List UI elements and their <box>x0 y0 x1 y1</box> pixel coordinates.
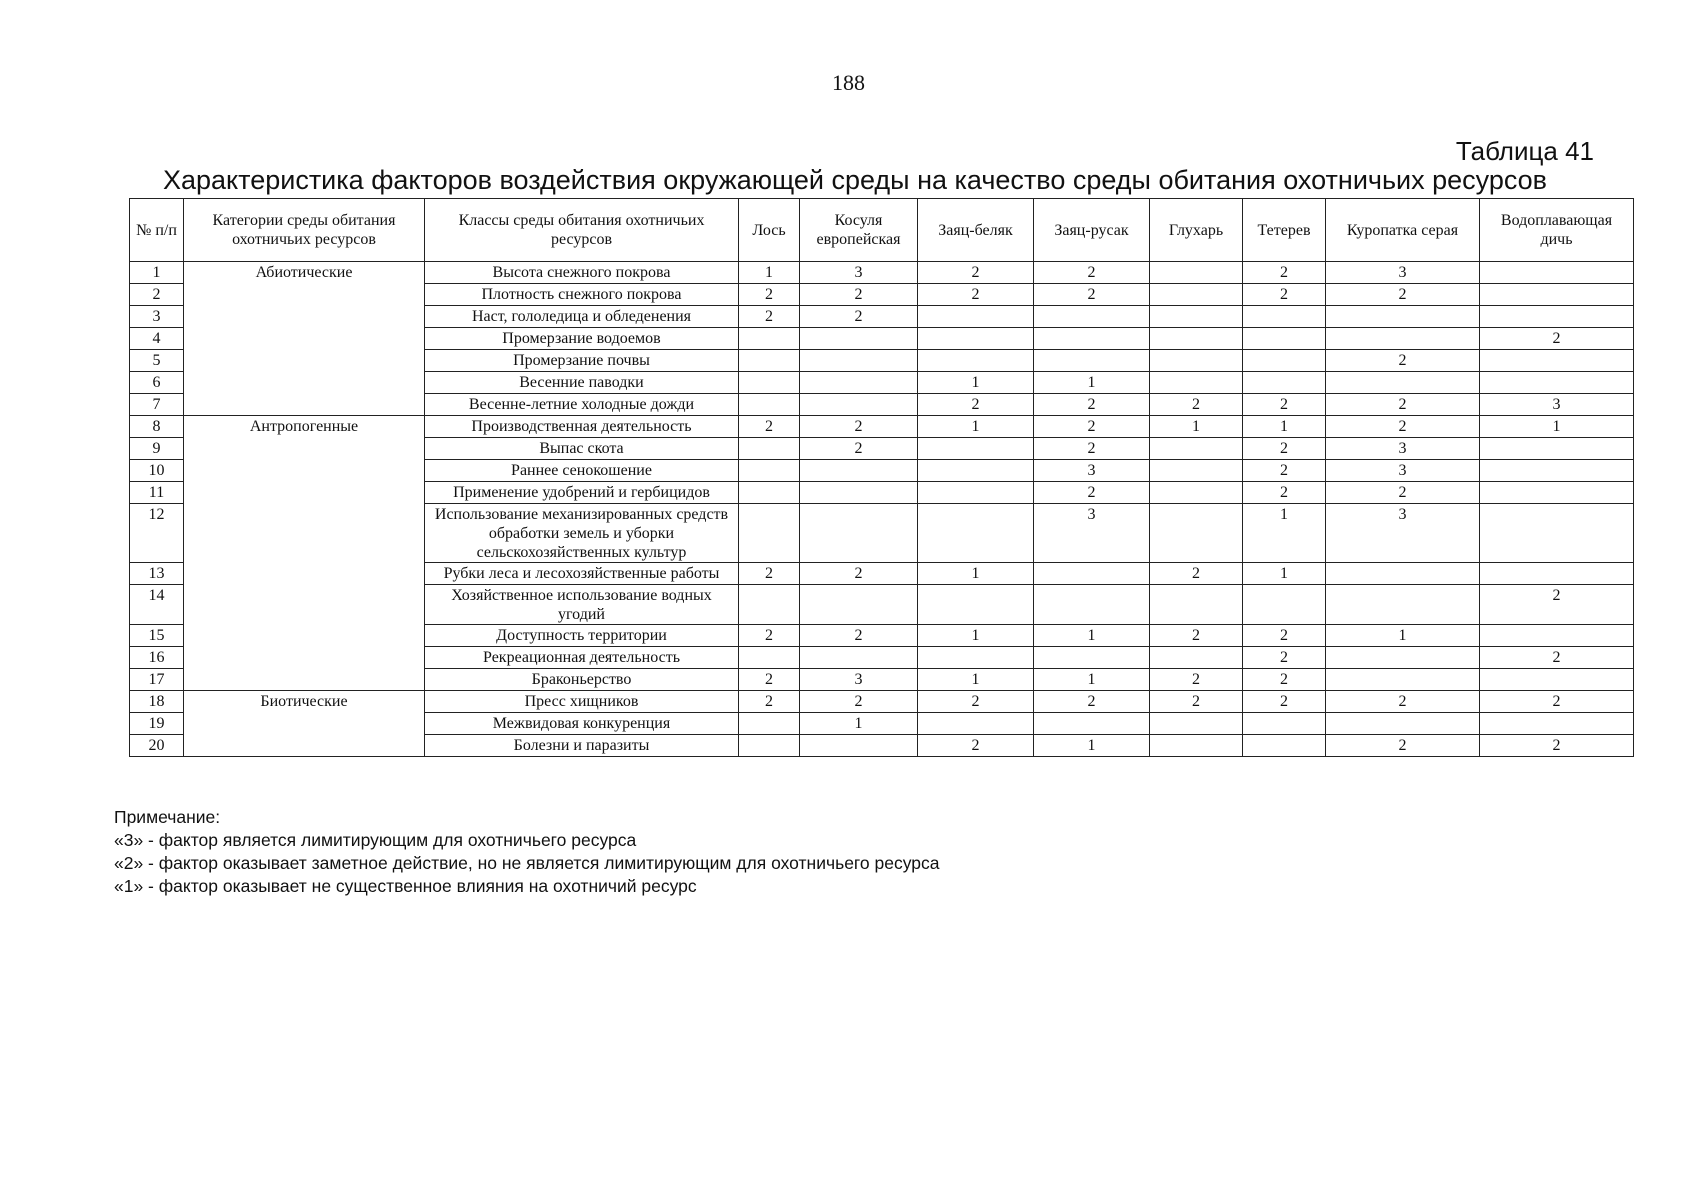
rating-cell <box>918 482 1034 504</box>
rating-cell: 2 <box>1480 735 1634 757</box>
rating-cell: 2 <box>800 284 918 306</box>
rating-cell <box>918 306 1034 328</box>
row-category <box>184 735 425 757</box>
rating-cell <box>1150 306 1243 328</box>
table-row <box>130 262 1634 284</box>
col-header-grey-partridge: Куропатка серая <box>1326 199 1480 262</box>
rating-cell <box>1480 350 1634 372</box>
rating-cell: 3 <box>800 669 918 691</box>
table-row <box>130 460 1634 482</box>
rating-cell: 2 <box>918 691 1034 713</box>
rating-cell: 2 <box>918 394 1034 416</box>
rating-cell <box>1150 460 1243 482</box>
row-number: 15 <box>130 625 184 647</box>
rating-cell: 2 <box>739 416 800 438</box>
note-item: «3» - фактор является лимитирующим для охотничьего ресурса <box>114 830 637 850</box>
rating-cell: 1 <box>1034 735 1150 757</box>
rating-cell <box>739 735 800 757</box>
row-class: Пресс хищников <box>425 691 739 713</box>
row-class: Доступность территории <box>425 625 739 647</box>
rating-cell: 2 <box>1480 585 1634 625</box>
row-category <box>184 713 425 735</box>
rating-cell: 2 <box>1150 625 1243 647</box>
rating-cell <box>800 460 918 482</box>
rating-cell <box>800 735 918 757</box>
rating-cell: 2 <box>1150 691 1243 713</box>
rating-cell: 2 <box>800 691 918 713</box>
rating-cell: 3 <box>1326 438 1480 460</box>
rating-cell <box>1150 713 1243 735</box>
rating-cell: 1 <box>800 713 918 735</box>
row-number: 20 <box>130 735 184 757</box>
rating-cell: 3 <box>1326 504 1480 563</box>
rating-cell <box>1150 504 1243 563</box>
rating-cell: 1 <box>918 372 1034 394</box>
table-row <box>130 372 1634 394</box>
row-category <box>184 563 425 585</box>
rating-cell: 2 <box>918 284 1034 306</box>
row-number: 8 <box>130 416 184 438</box>
rating-cell <box>739 372 800 394</box>
rating-cell: 2 <box>1326 394 1480 416</box>
col-header-elk: Лось <box>739 199 800 262</box>
row-category <box>184 647 425 669</box>
rating-cell: 2 <box>1326 416 1480 438</box>
row-class: Промерзание водоемов <box>425 328 739 350</box>
row-category <box>184 284 425 306</box>
table-label: Таблица 41 <box>1455 136 1594 166</box>
rating-cell: 1 <box>739 262 800 284</box>
rating-cell: 2 <box>1034 262 1150 284</box>
rating-cell <box>1480 306 1634 328</box>
rating-cell <box>1480 504 1634 563</box>
rating-cell: 1 <box>1326 625 1480 647</box>
rating-cell: 2 <box>739 306 800 328</box>
row-class: Высота снежного покрова <box>425 262 739 284</box>
table-body <box>130 262 1634 757</box>
rating-cell <box>1150 284 1243 306</box>
table-row <box>130 328 1634 350</box>
rating-cell: 2 <box>1034 482 1150 504</box>
rating-cell: 3 <box>800 262 918 284</box>
row-category <box>184 328 425 350</box>
rating-cell <box>739 647 800 669</box>
row-category <box>184 460 425 482</box>
rating-cell <box>800 372 918 394</box>
row-category: Антропогенные <box>184 416 425 438</box>
rating-cell <box>800 328 918 350</box>
rating-cell: 2 <box>1243 262 1326 284</box>
rating-cell <box>1243 372 1326 394</box>
row-number: 11 <box>130 482 184 504</box>
rating-cell <box>1480 438 1634 460</box>
col-header-category: Категории среды обитания охотничьих ресурсов <box>184 199 425 262</box>
rating-cell: 1 <box>918 625 1034 647</box>
rating-cell: 2 <box>1034 394 1150 416</box>
rating-cell <box>918 504 1034 563</box>
rating-cell <box>1326 372 1480 394</box>
row-number: 3 <box>130 306 184 328</box>
rating-cell: 3 <box>1480 394 1634 416</box>
rating-cell <box>1480 563 1634 585</box>
rating-cell <box>1326 306 1480 328</box>
row-category <box>184 350 425 372</box>
rating-cell <box>918 350 1034 372</box>
rating-cell <box>1243 735 1326 757</box>
col-header-black-grouse: Тетерев <box>1243 199 1326 262</box>
rating-cell <box>800 647 918 669</box>
rating-cell <box>1243 350 1326 372</box>
row-class: Рекреационная деятельность <box>425 647 739 669</box>
notes <box>114 806 940 898</box>
rating-cell: 2 <box>800 416 918 438</box>
rating-cell <box>918 713 1034 735</box>
rating-cell: 3 <box>1326 460 1480 482</box>
note-item: «1» - фактор оказывает не существенное влияния на охотничий ресурс <box>114 876 697 896</box>
row-category: Биотические <box>184 691 425 713</box>
row-number: 10 <box>130 460 184 482</box>
rating-cell <box>739 482 800 504</box>
row-class: Рубки леса и лесохозяйственные работы <box>425 563 739 585</box>
rating-cell: 2 <box>800 625 918 647</box>
row-class: Весенне-летние холодные дожди <box>425 394 739 416</box>
rating-cell <box>1326 669 1480 691</box>
rating-cell: 2 <box>1150 394 1243 416</box>
rating-cell: 2 <box>1150 563 1243 585</box>
rating-cell: 2 <box>1326 482 1480 504</box>
rating-cell <box>918 328 1034 350</box>
rating-cell: 2 <box>1326 350 1480 372</box>
rating-cell: 2 <box>1326 691 1480 713</box>
rating-cell: 2 <box>800 438 918 460</box>
notes-heading: Примечание: <box>114 807 221 827</box>
rating-cell <box>1480 669 1634 691</box>
rating-cell <box>739 438 800 460</box>
table-row <box>130 482 1634 504</box>
factors-table <box>129 198 1634 757</box>
rating-cell: 1 <box>1034 625 1150 647</box>
rating-cell: 2 <box>800 306 918 328</box>
rating-cell: 2 <box>1480 647 1634 669</box>
rating-cell: 1 <box>1243 416 1326 438</box>
rating-cell <box>1326 647 1480 669</box>
rating-cell <box>1150 647 1243 669</box>
row-class: Выпас скота <box>425 438 739 460</box>
row-class: Раннее сенокошение <box>425 460 739 482</box>
page-number: 188 <box>832 70 865 95</box>
rating-cell <box>1326 585 1480 625</box>
col-header-mountain-hare: Заяц-беляк <box>918 199 1034 262</box>
table-row <box>130 691 1634 713</box>
table-row <box>130 585 1634 625</box>
rating-cell <box>918 647 1034 669</box>
rating-cell <box>1034 350 1150 372</box>
rating-cell: 2 <box>1034 284 1150 306</box>
row-class: Браконьерство <box>425 669 739 691</box>
rating-cell <box>739 350 800 372</box>
rating-cell: 2 <box>739 669 800 691</box>
rating-cell: 2 <box>800 563 918 585</box>
rating-cell: 1 <box>1034 372 1150 394</box>
row-number: 1 <box>130 262 184 284</box>
rating-cell: 2 <box>1150 669 1243 691</box>
rating-cell: 1 <box>1243 504 1326 563</box>
row-number: 14 <box>130 585 184 625</box>
rating-cell <box>1243 585 1326 625</box>
rating-cell: 2 <box>1034 416 1150 438</box>
col-header-class: Классы среды обитания охотничьих ресурсов <box>425 199 739 262</box>
rating-cell <box>1150 350 1243 372</box>
rating-cell <box>800 350 918 372</box>
rating-cell <box>918 438 1034 460</box>
row-category <box>184 669 425 691</box>
row-category <box>184 625 425 647</box>
rating-cell: 2 <box>1480 328 1634 350</box>
table-row <box>130 416 1634 438</box>
rating-cell <box>739 394 800 416</box>
row-number: 13 <box>130 563 184 585</box>
rating-cell <box>1480 460 1634 482</box>
row-category <box>184 372 425 394</box>
table-row <box>130 563 1634 585</box>
rating-cell: 1 <box>918 416 1034 438</box>
row-number: 17 <box>130 669 184 691</box>
rating-cell: 1 <box>1243 563 1326 585</box>
rating-cell <box>1150 262 1243 284</box>
note-item: «2» - фактор оказывает заметное действие, но не является лимитирующим для охотничьего ресурса <box>114 853 940 873</box>
rating-cell <box>1243 306 1326 328</box>
rating-cell <box>739 460 800 482</box>
rating-cell: 1 <box>918 669 1034 691</box>
row-category <box>184 585 425 625</box>
row-class: Применение удобрений и гербицидов <box>425 482 739 504</box>
rating-cell: 3 <box>1034 460 1150 482</box>
rating-cell: 2 <box>1480 691 1634 713</box>
rating-cell: 2 <box>1243 482 1326 504</box>
rating-cell: 2 <box>1243 460 1326 482</box>
table-row <box>130 504 1634 563</box>
rating-cell: 1 <box>1480 416 1634 438</box>
row-class: Весенние паводки <box>425 372 739 394</box>
rating-cell: 1 <box>918 563 1034 585</box>
row-category <box>184 306 425 328</box>
rating-cell: 1 <box>1034 669 1150 691</box>
rating-cell <box>1150 482 1243 504</box>
rating-cell: 2 <box>918 262 1034 284</box>
row-class: Плотность снежного покрова <box>425 284 739 306</box>
table-row <box>130 647 1634 669</box>
rating-cell <box>800 482 918 504</box>
row-number: 2 <box>130 284 184 306</box>
rating-cell <box>1034 328 1150 350</box>
header-row <box>130 199 1634 262</box>
row-category <box>184 482 425 504</box>
col-header-num: № п/п <box>130 199 184 262</box>
rating-cell <box>1480 372 1634 394</box>
row-category <box>184 504 425 563</box>
row-category <box>184 438 425 460</box>
rating-cell <box>1150 372 1243 394</box>
rating-cell <box>1480 713 1634 735</box>
rating-cell <box>1034 585 1150 625</box>
table-row <box>130 394 1634 416</box>
row-class: Использование механизированных средств обработки земель и уборки сельскохозяйственных культур <box>425 504 739 563</box>
rating-cell <box>800 585 918 625</box>
row-class: Производственная деятельность <box>425 416 739 438</box>
rating-cell: 3 <box>1326 262 1480 284</box>
row-class: Хозяйственное использование водных угодий <box>425 585 739 625</box>
table-row <box>130 713 1634 735</box>
rating-cell <box>1326 713 1480 735</box>
rating-cell <box>1034 713 1150 735</box>
rating-cell <box>918 585 1034 625</box>
col-header-brown-hare: Заяц-русак <box>1034 199 1150 262</box>
rating-cell: 2 <box>739 691 800 713</box>
rating-cell <box>1150 438 1243 460</box>
table-title: Характеристика факторов воздействия окружающей среды на качество среды обитания охотничьих ресурсов <box>162 165 1548 195</box>
rating-cell <box>1326 328 1480 350</box>
col-header-waterfowl: Водоплавающая дичь <box>1480 199 1634 262</box>
rating-cell <box>1034 563 1150 585</box>
rating-cell <box>1150 735 1243 757</box>
rating-cell <box>1326 563 1480 585</box>
rating-cell <box>800 504 918 563</box>
rating-cell: 2 <box>1243 669 1326 691</box>
rating-cell <box>1480 482 1634 504</box>
table-row <box>130 284 1634 306</box>
row-class: Болезни и паразиты <box>425 735 739 757</box>
row-number: 19 <box>130 713 184 735</box>
rating-cell <box>1150 328 1243 350</box>
rating-cell: 2 <box>1243 691 1326 713</box>
rating-cell: 2 <box>1243 438 1326 460</box>
rating-cell <box>1034 306 1150 328</box>
rating-cell: 2 <box>739 563 800 585</box>
row-number: 9 <box>130 438 184 460</box>
row-number: 5 <box>130 350 184 372</box>
rating-cell <box>918 460 1034 482</box>
row-category <box>184 394 425 416</box>
rating-cell: 2 <box>1326 284 1480 306</box>
rating-cell: 2 <box>1326 735 1480 757</box>
rating-cell <box>1243 713 1326 735</box>
rating-cell: 2 <box>1034 691 1150 713</box>
table-row <box>130 735 1634 757</box>
rating-cell: 2 <box>1034 438 1150 460</box>
table-row <box>130 438 1634 460</box>
rating-cell: 2 <box>1243 394 1326 416</box>
row-class: Наст, гололедица и обледенения <box>425 306 739 328</box>
rating-cell: 3 <box>1034 504 1150 563</box>
rating-cell <box>1034 647 1150 669</box>
rating-cell: 2 <box>1243 647 1326 669</box>
rating-cell: 1 <box>1150 416 1243 438</box>
rating-cell <box>739 713 800 735</box>
rating-cell: 2 <box>739 284 800 306</box>
row-number: 16 <box>130 647 184 669</box>
row-number: 12 <box>130 504 184 563</box>
col-header-capercaillie: Глухарь <box>1150 199 1243 262</box>
row-number: 4 <box>130 328 184 350</box>
rating-cell <box>1150 585 1243 625</box>
rating-cell <box>739 585 800 625</box>
table-row <box>130 350 1634 372</box>
table-row <box>130 669 1634 691</box>
row-number: 6 <box>130 372 184 394</box>
rating-cell <box>1243 328 1326 350</box>
rating-cell: 2 <box>918 735 1034 757</box>
rating-cell <box>800 394 918 416</box>
rating-cell <box>739 504 800 563</box>
row-number: 7 <box>130 394 184 416</box>
rating-cell <box>1480 262 1634 284</box>
row-category: Абиотические <box>184 262 425 284</box>
rating-cell <box>1480 284 1634 306</box>
row-class: Промерзание почвы <box>425 350 739 372</box>
rating-cell: 2 <box>739 625 800 647</box>
col-header-roe-deer: Косуля европейская <box>800 199 918 262</box>
table-row <box>130 306 1634 328</box>
rating-cell <box>739 328 800 350</box>
row-class: Межвидовая конкуренция <box>425 713 739 735</box>
rating-cell <box>1480 625 1634 647</box>
rating-cell: 2 <box>1243 284 1326 306</box>
rating-cell: 2 <box>1243 625 1326 647</box>
row-number: 18 <box>130 691 184 713</box>
table-row <box>130 625 1634 647</box>
